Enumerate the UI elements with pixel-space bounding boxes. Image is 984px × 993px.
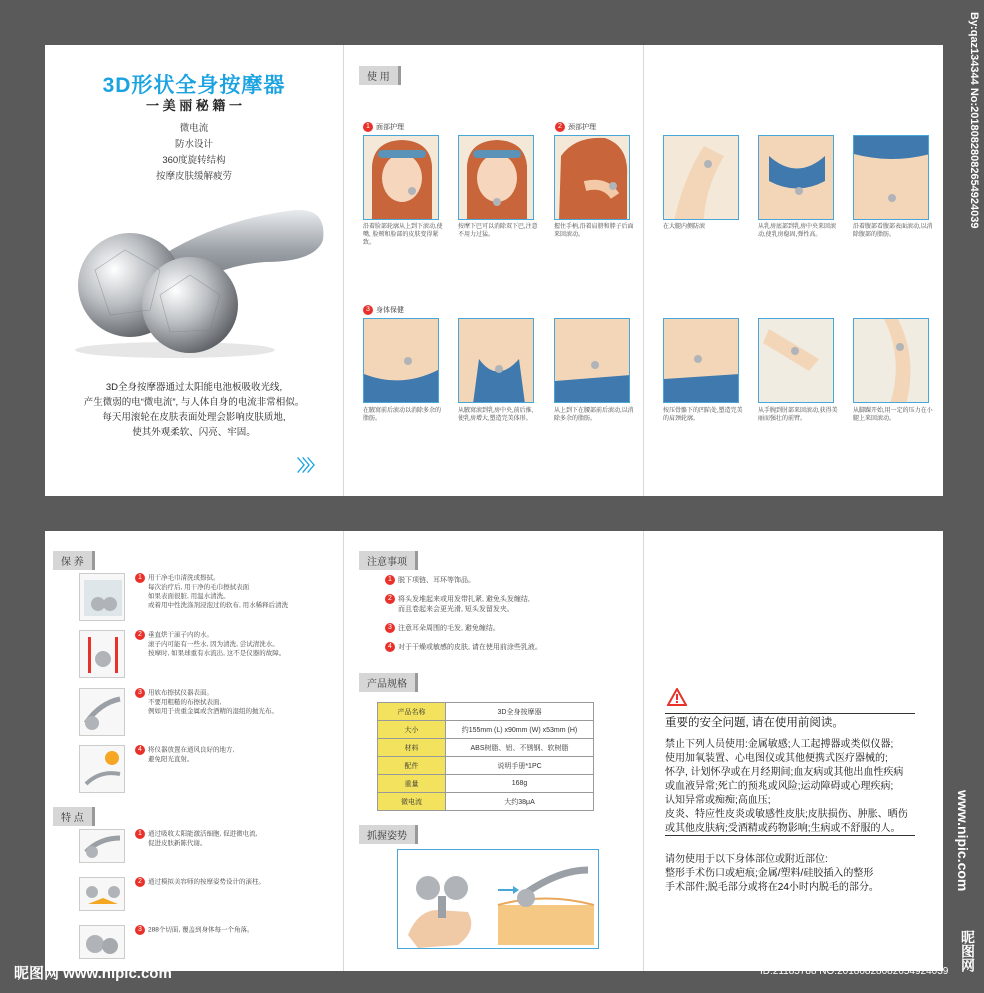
warning-icon bbox=[667, 688, 687, 706]
usage-photo-neck bbox=[554, 135, 630, 220]
feature-item-3: 3 288个切面, 覆盖到身体每一个角落。 bbox=[135, 925, 253, 935]
desc-line: 使其外观柔软、闪亮、牢固。 bbox=[132, 427, 256, 438]
usage-photo-calf bbox=[853, 318, 929, 403]
feature-list bbox=[45, 121, 343, 185]
notes-tag: 注意事项 bbox=[359, 551, 418, 570]
features-tag: 特 点 bbox=[53, 807, 95, 826]
usage-photo-waist bbox=[554, 318, 630, 403]
feature-item: 微电流 bbox=[179, 123, 209, 134]
usage-caption: 在腋窝前后滚动以消除多余的脂肪。 bbox=[363, 408, 442, 422]
care-tag: 保 养 bbox=[53, 551, 95, 570]
cover-title: 3D形状全身按摩器 bbox=[102, 74, 286, 97]
care-thumb-wipe bbox=[79, 688, 125, 736]
care-thumb-dry bbox=[79, 630, 125, 678]
table-row: 微电流 大约38μA bbox=[378, 793, 594, 811]
watermark-id: ID:21185788 NO:20180828082654924039 bbox=[760, 966, 949, 977]
feature-thumb-roller bbox=[79, 877, 125, 911]
table-row: 配件 说明手册*1PC bbox=[378, 757, 594, 775]
desc-line: 产生微弱的电“微电流”, 与人体自身的电流非常相似。 bbox=[83, 397, 305, 408]
spec-table bbox=[377, 702, 594, 811]
usage-photo-face-2 bbox=[458, 135, 534, 220]
safety-divider bbox=[665, 835, 915, 836]
note-item: 1 脱下项链、耳环等饰品。 bbox=[385, 575, 542, 586]
table-row: 大小 约155mm (L) x90mm (W) x53mm (H) bbox=[378, 721, 594, 739]
care-item-1: 1 用干净毛巾清洗或擦拭。 每次治疗后, 用干净的毛巾擦拭表面 如果表面很脏, 用温水清洗。 或着用中性洗涤剂浸泡过的软布, 用水稀释后清洗 bbox=[135, 573, 288, 610]
usage-photo-belly bbox=[853, 135, 929, 220]
usage-tag: 使 用 bbox=[359, 66, 401, 85]
grip-image bbox=[397, 849, 599, 949]
massager-product-image bbox=[65, 200, 335, 360]
feature-item: 防水设计 bbox=[174, 139, 213, 150]
safety-prohibited: 禁止下列人员使用:金属敏感;人工起搏器或类似仪器; 使用加氧装置、心电图仪或其他便携式医疗器械的; 怀孕, 计划怀孕或在月经期间;血友病或其他出血性疾病 或血液异常;死亡的预兆或风险;运动障碍或心理疾病; 认知异常或痴痴;高血压; 皮炎、特应性皮炎或敏感性皮肤;皮肤损伤、肿胀、晒伤 或其他皮肤病;受酒精或药物影响;生病或不舒服的人。 bbox=[665, 739, 908, 834]
usage-caption: 握住手柄,沿着肩膀和脖子后面来回滚动。 bbox=[554, 224, 634, 238]
usage-caption: 按摩下巴可以消除双下巴,注意不用力过猛。 bbox=[458, 224, 538, 238]
note-item: 3 注意耳朵周围的毛发, 避免缠结。 bbox=[385, 623, 542, 634]
watermark-bottom-left: 昵图网 www.nipic.com bbox=[14, 965, 172, 982]
usage-caption: 沿着脸部轮廓从上到下滚动,使嘴, 脸颊和脸部的皮肤变得紧致。 bbox=[363, 224, 443, 246]
care-thumb-sun bbox=[79, 745, 125, 793]
care-item-4: 4 将仪器放置在通风良好的地方, 避免阳光直射。 bbox=[135, 745, 234, 764]
cover-description bbox=[45, 380, 343, 440]
usage-caption: 按压骨骼下的凹陷处,塑造完美的肩颈轮廓。 bbox=[663, 408, 743, 422]
usage-photo-thigh bbox=[663, 135, 739, 220]
usage-caption: 从腋窝滚到乳房中央,前后推,使乳房增大,塑造完美体形。 bbox=[458, 408, 534, 422]
feature-item-2: 2 通过模拟美容师的按摩姿势设计的滚柱。 bbox=[135, 877, 265, 887]
feature-item: 按摩皮肤缓解疲劳 bbox=[155, 171, 232, 182]
usage-photo-armpit bbox=[363, 318, 439, 403]
usage-caption: 从乳房底部到乳房中央来回滚动,使乳房稳固,弹性高。 bbox=[758, 224, 837, 238]
feature-item: 360度旋转结构 bbox=[162, 155, 226, 166]
feature-thumb-solar bbox=[79, 829, 125, 863]
safety-body-parts: 请勿使用于以下身体部位或附近部位: 整形手术伤口或疤痕;金属/塑料/硅胶插入的整形 手术部件;脱毛部分或将在24小时内脱毛的部分。 bbox=[665, 854, 879, 893]
usage-photo-forearm bbox=[758, 318, 834, 403]
note-item: 2 将头发堆起来或用发带扎紧, 避免头发缠结, bbox=[385, 594, 542, 605]
spec-tag: 产品规格 bbox=[359, 673, 418, 692]
grip-tag: 抓握姿势 bbox=[359, 825, 418, 844]
feature-item-1: 1 通过吸收太阳能激活细胞, 促进微电流, 促进皮肤新陈代谢。 bbox=[135, 829, 257, 848]
next-arrows-icon: 〉〉〉 bbox=[297, 458, 321, 475]
usage-caption: 在大腿内侧防滚 bbox=[663, 224, 706, 230]
fold-line bbox=[343, 45, 344, 496]
care-item-3: 3 用软布擦拭仪器表面。 不要用粗糙的布擦拭表面, 例如用于贵重金属或含酒精的湿组的抛光布。 bbox=[135, 688, 278, 716]
care-thumb-towel bbox=[79, 573, 125, 621]
section-face-label: 1 面部护理 bbox=[363, 122, 404, 132]
section-neck-label: 2 颈部护理 bbox=[555, 122, 596, 132]
section-body-label: 3 身体保健 bbox=[363, 305, 404, 315]
watermark-site: www.nipic.com bbox=[955, 790, 971, 892]
table-row: 产品名称 3D全身按摩器 bbox=[378, 703, 594, 721]
usage-photo-chest bbox=[758, 135, 834, 220]
watermark-logo: 昵图网 bbox=[960, 930, 976, 972]
usage-caption: 从脚踝开始,用一定的压力在小腿上来回滚动。 bbox=[853, 408, 933, 422]
fold-line bbox=[343, 531, 344, 971]
fold-line bbox=[643, 45, 644, 496]
note-item: 4 对于干燥或敏感的皮肤, 请在使用前涂些乳液。 bbox=[385, 642, 542, 653]
cover-subtitle: 一 美 丽 秘 籍 一 bbox=[145, 98, 243, 113]
usage-photo-shoulder bbox=[663, 318, 739, 403]
usage-caption: 从上到下在腰部前后滚动,以消除多余的脂肪。 bbox=[554, 408, 634, 422]
usage-photo-side bbox=[458, 318, 534, 403]
table-row: 重量 168g bbox=[378, 775, 594, 793]
table-row: 材料 ABS树脂、铝、不锈钢、软树脂 bbox=[378, 739, 594, 757]
bottom-sheet bbox=[45, 531, 943, 971]
fold-line bbox=[643, 531, 644, 971]
notes-list: 1 脱下项链、耳环等饰品。 2 将头发堆起来或用发带扎紧, 避免头发缠结, 而且卷起来会更光滑, 短头发留发夹。 3 注意耳朵周围的毛发, 避免缠结。 4 对于干燥或敏感的皮肤, 请在使用前涂些乳液。 bbox=[385, 575, 542, 652]
safety-divider bbox=[665, 713, 915, 714]
usage-caption: 沿着腹部看腹部表面滚动,以消除腹部的脂肪。 bbox=[853, 224, 933, 238]
feature-thumb-facets bbox=[79, 925, 125, 959]
safety-heading: 重要的安全问题, 请在使用前阅读。 bbox=[665, 717, 844, 729]
usage-caption: 从手腕到肘部来回滚动,获得美丽而强壮的前臂。 bbox=[758, 408, 838, 422]
desc-line: 每天用滚轮在皮肤表面处理会影响皮肤质地, bbox=[102, 412, 286, 423]
care-item-2: 2 垂直烘干滚子内的水。 滚子内可能有一些水, 因为清洗, 尝试清洗水。 按摩时, 如果球重有水流出, 这不是仪器的故障。 bbox=[135, 630, 285, 658]
watermark-author: By:qaz134344 No:20180828082654924039 bbox=[968, 12, 980, 229]
top-sheet bbox=[45, 45, 943, 496]
desc-line: 3D全身按摩器通过太阳能电池板吸收光线, bbox=[105, 382, 283, 393]
usage-photo-face-1 bbox=[363, 135, 439, 220]
